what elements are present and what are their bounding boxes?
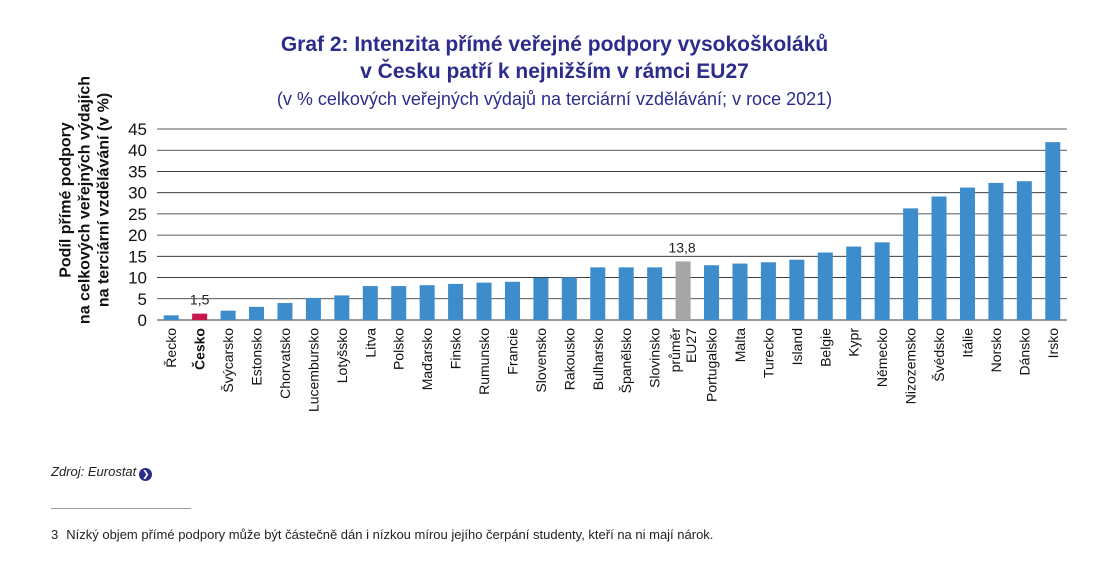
bar — [732, 264, 747, 320]
bar — [647, 267, 662, 320]
y-axis-label-line-1: Podíl přímé podpory — [57, 122, 75, 278]
chart-title-line-2: v Česku patří k nejnižším v rámci EU27 — [360, 60, 749, 83]
y-tick-label: 45 — [128, 120, 147, 139]
y-tick-label: 40 — [128, 141, 147, 161]
bar — [334, 295, 349, 320]
x-tick-label: Španělsko — [618, 328, 635, 394]
x-tick-label: Portugalsko — [703, 328, 720, 402]
x-tick-label: Malta — [731, 328, 748, 363]
y-tick-label: 5 — [137, 289, 147, 309]
chart-title-line-1: Graf 2: Intenzita přímé veřejné podpory vysokoškoláků — [280, 33, 829, 56]
source-label: Zdroj: — [51, 464, 85, 479]
bar — [846, 247, 861, 320]
x-tick-label: Island — [788, 328, 805, 366]
bar — [391, 286, 406, 320]
footnote — [51, 527, 713, 542]
bar — [619, 267, 634, 320]
bar — [704, 265, 719, 320]
bar — [590, 267, 605, 320]
footnote-divider — [51, 508, 191, 509]
x-tick-label: Švýcarsko — [220, 328, 237, 393]
data-label: 13,8 — [668, 239, 696, 256]
bar — [789, 260, 804, 320]
x-tick-label: Lotyšsko — [333, 328, 350, 384]
y-tick-label: 25 — [128, 204, 147, 224]
chart-subtitle: (v % celkových veřejných výdajů na terciární vzdělávání; v roce 2021) — [276, 89, 833, 109]
source-note — [51, 464, 152, 481]
x-tick-label: Litva — [362, 328, 379, 358]
bar — [533, 278, 548, 320]
bar — [960, 188, 975, 320]
source-link[interactable] — [88, 464, 152, 479]
y-axis-label-line-3: na terciární vzdělávání (v %) — [95, 92, 113, 308]
x-tick-label: Chorvatsko — [276, 328, 293, 399]
x-tick-label: Řecko — [163, 328, 180, 368]
y-tick-label: 0 — [137, 311, 147, 330]
data-label: 1,5 — [189, 291, 210, 308]
bar — [363, 286, 378, 320]
x-tick-label: Slovensko — [532, 328, 549, 393]
x-tick-label: Lucembursko — [305, 328, 322, 413]
x-tick-label: Polsko — [390, 328, 407, 371]
bar — [192, 314, 207, 320]
bar — [676, 261, 691, 320]
x-tick-label: Bulharsko — [589, 328, 606, 391]
x-tick-label: EU27 — [683, 328, 700, 364]
x-tick-label: Irsko — [1044, 328, 1061, 359]
x-tick-label: Finsko — [447, 328, 464, 370]
bar — [818, 253, 833, 320]
x-tick-label: Německo — [874, 328, 891, 388]
x-tick-label: Nizozemsko — [902, 328, 919, 405]
bar — [448, 284, 463, 320]
bar — [1045, 142, 1060, 320]
x-tick-label: Estonsko — [248, 328, 265, 386]
y-tick-label: 10 — [128, 268, 147, 288]
source-value: Eurostat — [87, 464, 137, 479]
x-tick-label: Rakousko — [561, 328, 578, 391]
y-axis-label-line-2: na celkových veřejných výdajích — [76, 75, 94, 325]
y-tick-label: 15 — [128, 247, 147, 267]
x-tick-label: Francie — [504, 328, 521, 375]
x-tick-label: Česko — [191, 328, 208, 371]
x-tick-label: Turecko — [760, 328, 777, 379]
x-tick-label: průměr — [667, 328, 684, 373]
y-tick-label: 35 — [128, 162, 147, 182]
bar — [505, 282, 520, 320]
x-tick-label: Maďarsko — [419, 328, 436, 391]
y-tick-label: 30 — [128, 183, 147, 203]
x-tick-label: Belgie — [817, 328, 834, 367]
bar — [306, 298, 321, 320]
x-tick-label: Kypr — [845, 328, 862, 357]
x-tick-label: Rumunsko — [476, 328, 493, 395]
bar — [761, 262, 776, 320]
bar — [277, 303, 292, 320]
bar — [164, 315, 179, 320]
footnote-number: 3 — [51, 527, 59, 542]
x-tick-label: Itálie — [959, 328, 976, 358]
chevron-right-circle-icon: ❯ — [139, 468, 152, 481]
y-tick-label: 20 — [128, 226, 147, 246]
bar — [875, 242, 890, 320]
footnote-text: Nízký objem přímé podpory může být částečně dán i nízkou mírou jejího čerpání studenty, kteří na ni mají nárok. — [66, 527, 714, 542]
bar — [221, 311, 236, 320]
bar — [477, 283, 492, 320]
x-tick-label: Norsko — [987, 328, 1004, 373]
x-tick-label: Švédsko — [931, 328, 948, 382]
bar — [932, 196, 947, 320]
x-tick-label: Slovinsko — [646, 328, 663, 388]
bar — [1017, 181, 1032, 320]
bar — [562, 278, 577, 320]
bar — [988, 183, 1003, 320]
bar — [249, 307, 264, 320]
bar — [903, 208, 918, 320]
bar — [420, 285, 435, 320]
x-tick-label: Dánsko — [1016, 328, 1033, 376]
